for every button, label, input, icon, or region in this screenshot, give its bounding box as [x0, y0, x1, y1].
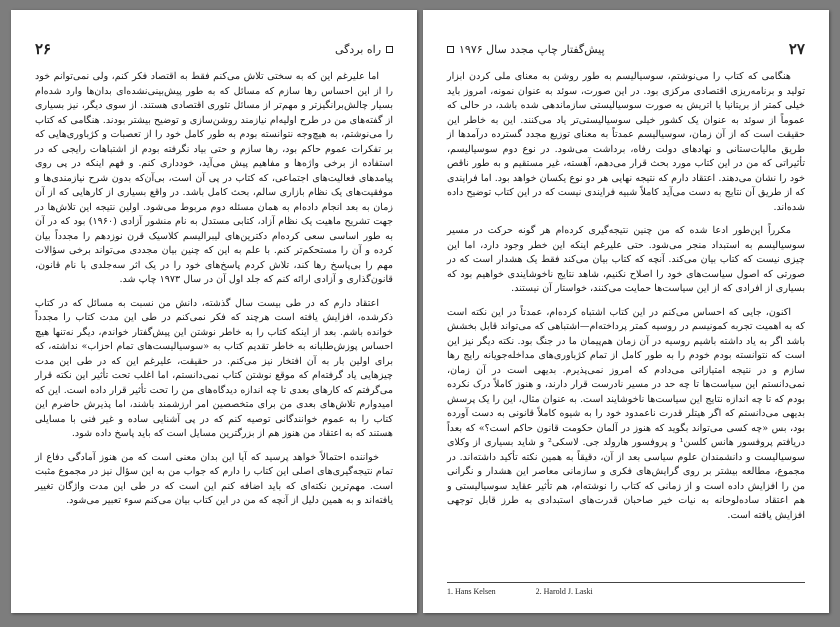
- right-running-title: پیش‌گفتار چاپ مجدد سال ۱۹۷۶: [459, 42, 605, 56]
- right-running-head: [447, 40, 805, 58]
- paragraph: اعتقاد دارم که در طی بیست سال گذشته، دانش من نسبت به مسائل که در کتاب ذکرشده، افزایش یافته است هرچند که فکر نمی‌کنم در طی این مدت کتاب را مجدداً خوانده باشم. بعد از اینکه کتاب را به خاطر نوشتن این پیش‌گفتار خواندم، دیگر نه‌تنها هیچ احساس پوزش‌طلبانه به خاطر تقدیم کتاب به «سوسیالیست‌های تمام احزاب» نداشته، که برای اولین بار به آن افتخار نیز می‌کنم. در حقیقت، علیرغم این که در طی این مدت چیزهایی یاد گرفته‌ام که موقع نوشتن کتاب نمی‌دانستم، اما اغلب تحت تأثیر این نکته قرار می‌گرفتم که کارهای بعدی تا چه اندازه دیدگاه‌های من را تحت تأثیر قرار داده است. این که امیدوارم تلاش‌های بعدی من برای متخصصین امر ارزشمند باشند، اما پذیرش حاضرم این کتاب را به عموم خوانندگانی توصیه کنم که در پی آشنایی ساده و غیر فنی با مسایلی هستند که به اعتقاد من هنوز هم از بزرگترین مسایل است که باید پاسخ داده شود.: [35, 297, 393, 439]
- paragraph: هنگامی که کتاب را می‌نوشتم، سوسیالیسم به طور روشن به معنای ملی کردن ابزار تولید و برنامه‌ریزی اقتصادی مرکزی بود. در این صورت، سوئد به عنوان نمونه، امروز باید خیلی کمتر از بریتانیا یا اتریش به صورت سوسیالیستی سازماندهی شده باشد، در حالی که عموماً از سوئد به عنوان یک کشور خیلی سوسیالیستی‌تر یاد می‌کنند. این به خاطر این حقیقت است که از آن زمان، سوسیالیسم عمدتاً به معنای توزیع مجدد گسترده درآمدها از طریق مالیات‌ستانی و نهادهای دولت رفاه، برداشت می‌شود. در نوع دوم سوسیالیسم، تأثیراتی که من در این کتاب مورد بحث قرار می‌دهم، آهسته، غیر مستقیم و به طور ناقص خود را نشان می‌دهند. اعتقاد دارم که نتیجه نهایی هر دو نوع یکسان خواهد بود. اما فرایندی که از طریق آن نتایج به دست می‌آید کاملاً شبیه فرایندی نیست که در این کتاب توضیح داده شده‌اند.: [447, 71, 805, 213]
- right-page: [423, 10, 829, 613]
- left-running-title-group: [335, 43, 393, 56]
- left-page: [11, 10, 417, 613]
- paragraph: خواننده احتمالاً خواهد پرسید که آیا این بدان معنی است که من هنوز آمادگی دفاع از تمام نتیجه‌گیری‌های اصلی این کتاب را دارم که جواب من به این سؤال نیز در مجموع مثبت است. مهم‌ترین نکته‌ای که باید اضافه کنم این است که در طی این مدت واژگان تغییر یافته‌اند و به همین دلیل از آنچه که من در این کتاب بیان می‌کنم سوء تعبیر می‌شود.: [35, 451, 393, 506]
- left-running-title: راه بردگی: [334, 42, 381, 56]
- right-page-number: ۲۷: [788, 40, 805, 58]
- right-body-text: [447, 70, 805, 532]
- paragraph: مکرراً این‌طور ادعا شده که من چنین نتیجه‌گیری کرده‌ام هر گونه حرکت در مسیر سوسیالیسم به استبداد منجر می‌شود. حتی علیرغم اینکه این خطر وجود دارد، اما این چیزی نیست که کتاب بیان می‌کند. آنچه که کتاب بیان می‌کند فقط یک هشدار است که در صورتی که اصول سیاست‌های خود را اصلاح نکنیم، شاهد نتایج ناخوشایندی خواهیم بود که بسیاری از افرادی که از این سیاست‌ها حمایت می‌کنند، خواستار آن نیستند.: [447, 225, 805, 294]
- left-body-text: [35, 70, 393, 518]
- square-bullet-icon: [447, 46, 454, 53]
- square-bullet-icon: [386, 46, 393, 53]
- paragraph: اما علیرغم این که به سختی تلاش می‌کنم فقط به اقتصاد فکر کنم، ولی نمی‌توانم خود را از این احساس رها سازم که مسائل که به طور پیش‌بینی‌نشده‌ای بدان‌ها وارد شده‌ام بسیار چالش‌برانگیزتر و مهم‌تر از مسائل تئوری اقتصادی هستند. از سوی دیگر، نیز بسیاری از گفته‌های من در طرح اولیه‌ام نیازمند روشن‌سازی و توضیح بیشتر بودند. هنگامی که کتاب را می‌نوشتم، به هیچ‌وجه نتوانسته بودم به طور کامل خود را از تعصبات و کژباوری‌هایی که بر تفکرات عموم حاکم بود، رها سازم و حتی بیاد نگرفته بودم از اشتباهات رایجی که در استفاده از برخی واژه‌ها و مفاهیم پیش می‌آید، خودداری کنم. و فهم اینکه در پی روی پیامدهای فعالیت‌های اجتماعی، که کتاب در پی آن است، بی‌آن‌که بدون شرح نیازمندی‌ها و موفقیت‌های یک نظام بازاری سالم، بحث کامل باشد. در واقع بسیاری از کارهایی که از آن زمان به بعد انجام داده‌ام به همان مسئله دوم مربوط می‌شود. اولین نتیجه این تلاش‌ها در جهت تشریح ماهیت یک نظام آزاد، کتابی مستدل به نام منشور آزادی (۱۹۶۰) بود که در آن به طور اساسی سعی کرده‌ام دکترین‌های لیبرالیسم کلاسیک قرن نوزدهم را مجدداً بیان کرده و آن را مستحکم‌تر کنم. با علم به این که چنین بیان مجددی می‌تواند برخی سؤالات مهم را بی‌پاسخ رها کند، تلاش کردم پاسخ‌های خود را در یک اثر سه‌جلدی با نام قانون، قانون‌گذاری و آزادی ارائه کنم که جلد اول آن در سال ۱۹۷۳ چاپ شد.: [35, 71, 393, 285]
- left-running-head: [35, 40, 393, 58]
- paragraph: اکنون، جایی که احساس می‌کنم در این کتاب اشتباه کرده‌ام، عمدتاً در این نکته است که به اهمیت تجربه کمونیسم در روسیه کمتر پرداخته‌ام—اشتباهی که می‌تواند قابل بخشش باشد اگر به یاد داشته باشیم روسیه در آن زمان هم‌پیمان ما در جنگ بود. نکته دیگر نیز این است که نتوانسته بودم خودم را به طور کامل از تمام کژباوری‌های مداخله‌جویانه رایج رها سازم و در نتیجه امتیازاتی می‌دادم که امروز نمی‌پذیرم. بدیهی است در آن زمان، نمی‌دانستم این سیاست‌ها تا چه حد در مسیر نادرست قرار دارند، و هنوز کاملاً درک نکرده بودم که تا چه اندازه نتایج این سیاست‌ها ناخوشایند است. به عنوان مثال، این را یک پرسش بدیهی می‌دانستم که اگر هیتلر قدرت ناعمدود خود را به شیوه کاملاً قانونی به دست آورده بود، بس «چه کسی می‌تواند بگوید که هنوز در آلمان حکومت قانون حاکم است؟» که بعداً دریافتم پروفسور هانس کلسن¹ و پروفسور هارولد جی. لاسکی² و شاید بسیاری از وکلای سوسیالیست و دانشمندان علوم سیاسی بعد از آن، دقیقاً به همین نکته تأکید داشته‌اند. در مجموع، مطالعه بیشتر بر روی گرایش‌های فکری و سازمانی معاصر این هشدار و نگرانی من را افزایش داده است و از زمانی که کتاب را نوشته‌ام، هم تأثیر عقاید سوسیالیستی و هم اعتقاد ساده‌لوحانه به نیات خیر صاحبان قدرت‌های استبدادی به طرز قابل توجهی افزایش یافته است.: [447, 306, 805, 521]
- footnote: 1. Hans Kelsen: [447, 587, 496, 596]
- left-page-number: ۲۶: [35, 40, 52, 58]
- right-running-title-group: [447, 43, 605, 56]
- footnotes: [447, 582, 805, 596]
- footnote: 2. Harold J. Laski: [535, 587, 593, 596]
